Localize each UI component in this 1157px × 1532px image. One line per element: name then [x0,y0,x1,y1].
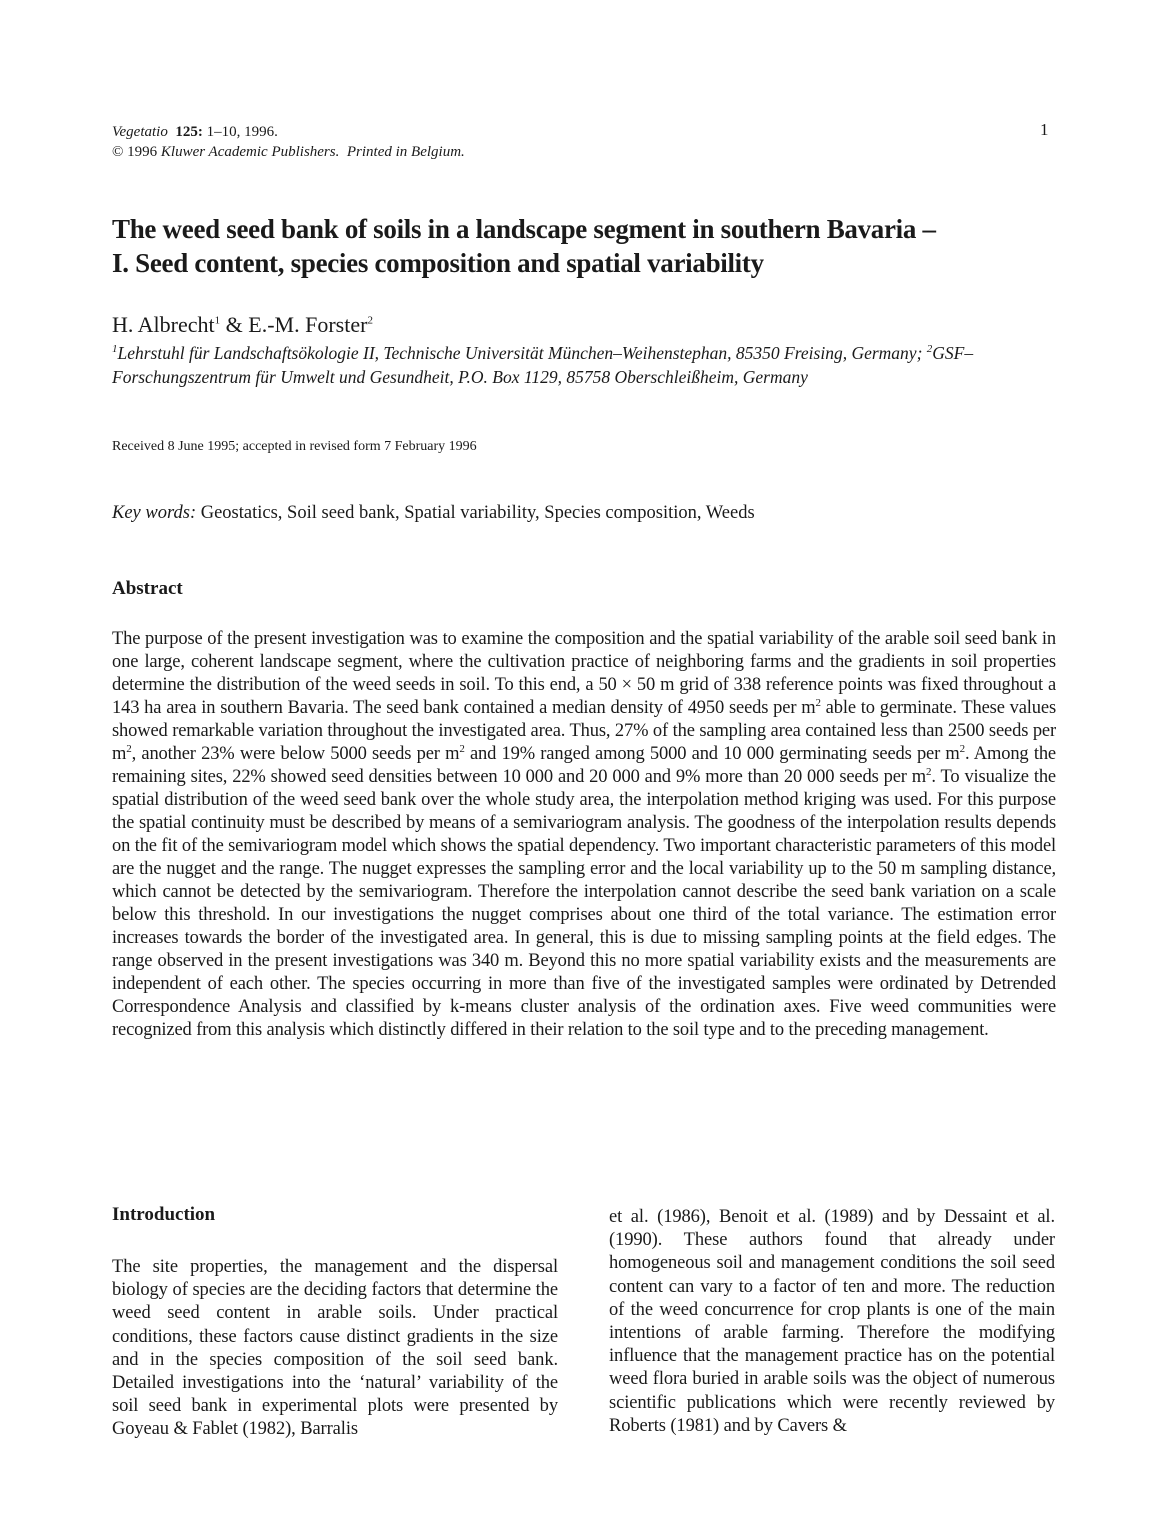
introduction-right-column: et al. (1986), Benoit et al. (1989) and by Dessaint et al. (1990). These authors found that already under homogeneous soil and management conditions the soil seed content can vary to a factor of ten and more. The reduction of the weed concurrence for crop plants is one of the main intentions of arable farming. Therefore the modifying influence that the management practice has on the potential weed flora buried in arable soils was the object of numerous scientific publications which were recently reviewed by Roberts (1981) and by Cavers & [609,1207,1055,1436]
journal-citation [112,122,465,142]
title-line-2: I. Seed content, species composition and spatial variability [112,248,764,278]
copyright-year: 1996 [127,144,158,160]
author-1-affil-mark: 1 [214,314,221,327]
superscript-2: 2 [926,765,932,778]
abstract-part-1: The purpose of the present investigation was to examine the composition and the spatial variability of the arable soil seed bank in one large, coherent landscape segment, where the cultivation practice of neighboring farms and the gradients in soil properties determine the distribution of the weed seeds in soil. To this end, a 50 × 50 m grid of 338 reference points was fixed throughout a 143 ha area in southern Bavaria. The seed bank contained a median density of 4950 seeds per m [112,629,1056,718]
publisher: Kluwer Academic Publishers. [160,144,340,160]
journal-name: Vegetatio [112,124,168,140]
author-1: H. Albrecht [112,312,215,337]
keywords-label: Key words: [112,503,197,523]
superscript-2: 2 [815,696,821,709]
received-dates: Received 8 June 1995; accepted in revised form 7 February 1996 [112,439,477,454]
page-number: 1 [1040,120,1049,139]
journal-pages: 1–10, 1996. [206,124,278,140]
title-line-1: The weed seed bank of soils in a landscape segment in southern Bavaria – [112,214,936,244]
abstract-part-3: , another 23% were below 5000 seeds per m [131,744,460,764]
keywords [112,503,755,524]
affiliations [112,341,1072,389]
abstract-part-6: . To visualize the spatial distribution of the weed seed bank over the whole study area, the interpolation method kriging was used. For this purpose the spatial continuity must be described by means of a semivariogram analysis. The goodness of the interpolation results depends on the fit of the semivariogram model which shows the spatial dependency. Two important characteristic parameters of this model are the nugget and the range. The nugget expresses the sampling error and the local variability up to the 50 m sampling distance, which cannot be detected by the semivariogram. Therefore the interpolation cannot describe the seed bank variation on a scale below this threshold. In our investigations the nugget comprises about one third of the total variance. The estimation error increases towards the border of the investigated area. In general, this is due to missing sampling points at the field edges. The range observed in the present investigations was 340 m. Beyond this no more spatial variability exists and the measurements are independent of each other. The species occurring in more than five of the investigated samples were ordinated by Detrended Correspondence Analysis and classified by k-means cluster analysis of the ordination axes. Five weed communities were recognized from this analysis which distinctly differed in their relation to the soil type and to the preceding management. [112,767,1056,1040]
paper-title [112,212,1072,280]
author-2-affil-mark: 2 [367,314,373,327]
author-separator: & [225,312,243,337]
affil-1-mark: 1 [112,343,118,356]
superscript-2: 2 [459,742,465,755]
introduction-left-column: The site properties, the management and the dispersal biology of species are the deciding factors that determine the weed seed content in arable soils. Under practical conditions, these factors cause distinct gradients in the size and in the species composition of the soil seed bank. Detailed investigations into the ‘natural’ variability of the soil seed bank in experimental plots were presented by Goyeau & Fablet (1982), Barralis [112,1257,558,1440]
keywords-text: Geostatics, Soil seed bank, Spatial variability, Species composition, Weeds [200,503,755,523]
author-2: E.-M. Forster [248,312,368,337]
copyright-icon: © [112,144,124,160]
abstract-body [112,628,1056,1042]
abstract-part-2: able to germinate. These values showed remarkable variation throughout the investigated area. Thus, 27% of the sampling area contained less than 2500 seeds per m [112,698,1057,764]
abstract-heading: Abstract [112,578,183,599]
journal-header [112,122,465,162]
affil-1: Lehrstuhl für Landschaftsökologie II, Technische Universität München–Weihenstephan, 85350 Freising, Germany; [117,343,923,363]
affil-2-mark: 2 [926,343,933,356]
printed-in: Printed in Belgium. [346,144,465,160]
abstract-part-5: . Among the remaining sites, 22% showed seed densities between 10 000 and 20 000 and 9% more than 20 000 seeds per m [112,744,1056,787]
journal-volume: 125: [175,124,203,140]
affil-2: GSF–Forschungszentrum für Umwelt und Gesundheit, P.O. Box 1129, 85758 Oberschleißheim, Germany [112,343,974,387]
author-list [112,311,373,339]
superscript-2: 2 [959,742,966,755]
introduction-heading: Introduction [112,1204,216,1225]
superscript-2: 2 [126,742,132,755]
abstract-part-4: and 19% ranged among 5000 and 10 000 germinating seeds per m [464,744,960,764]
copyright-line [112,142,465,162]
